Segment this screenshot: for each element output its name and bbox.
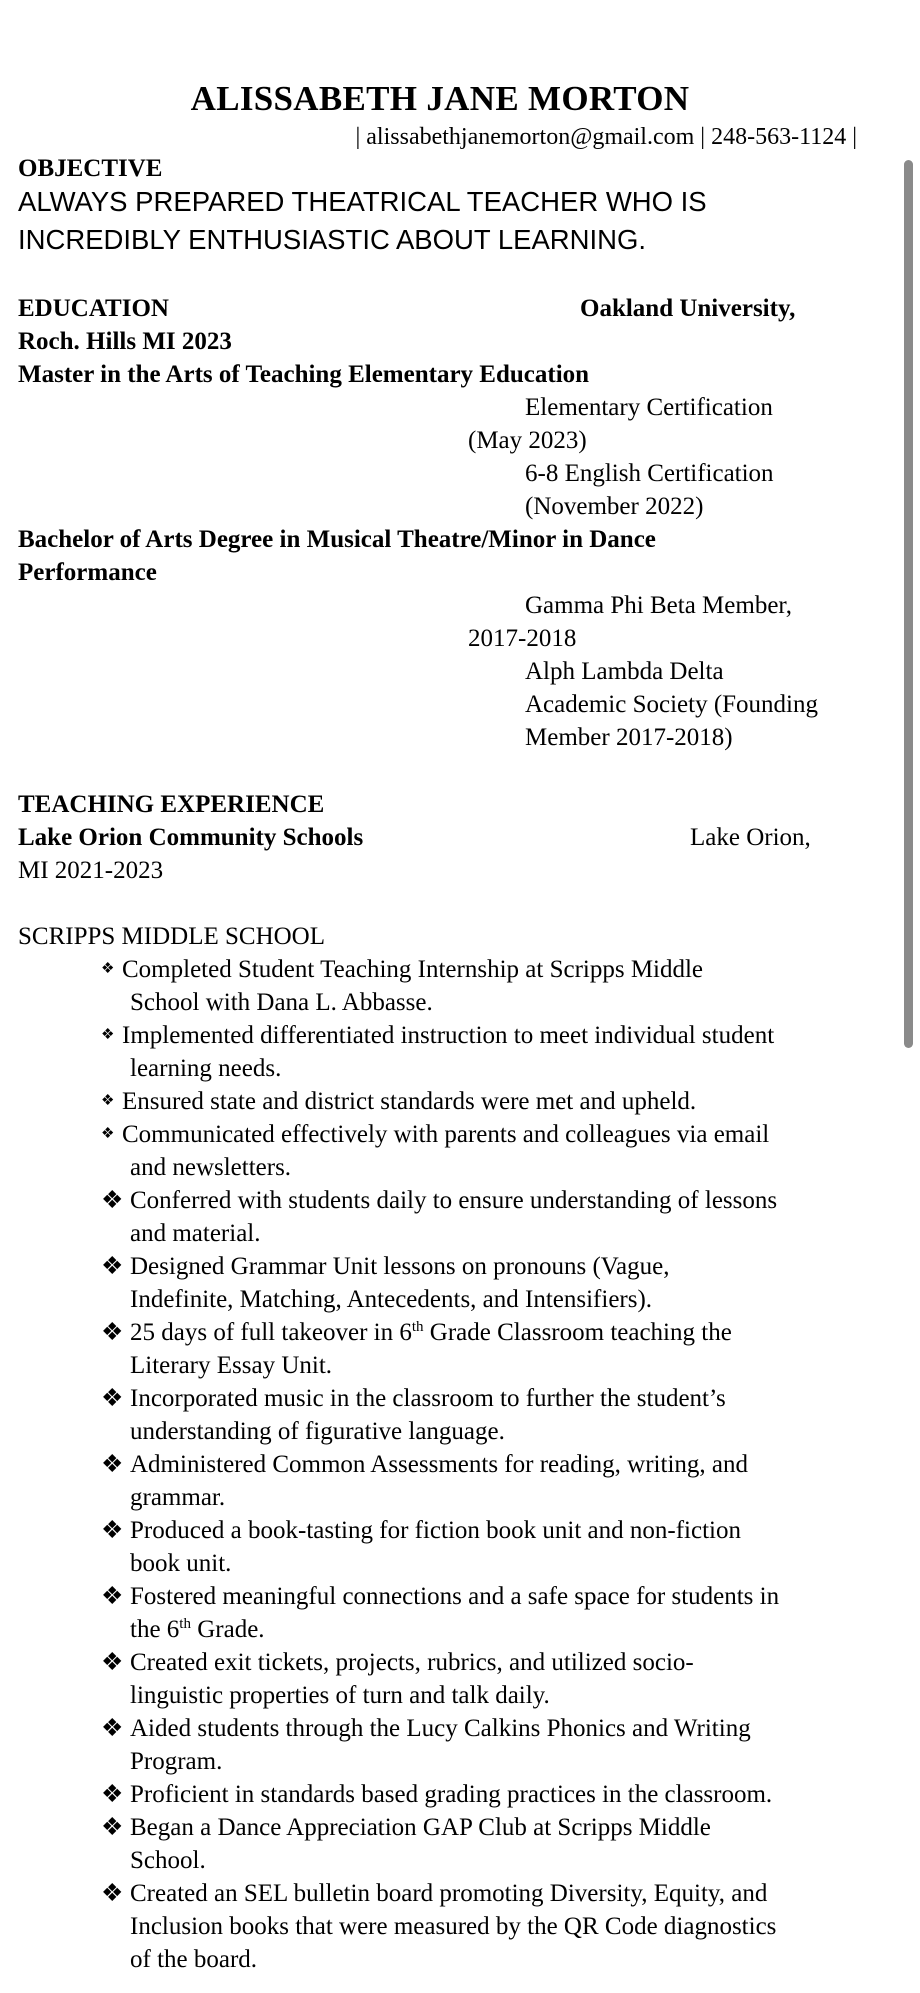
honor-line: Member 2017-2018) [525, 724, 733, 751]
list-item: ❖ Completed Student Teaching Internship at Scripps Middle School with Dana L. Abbasse. [0, 953, 900, 1019]
diamond-bullet-icon: ❖ [101, 1781, 124, 1808]
employment-dates: MI 2021-2023 [18, 857, 164, 884]
list-item: ❖ Fostered meaningful connections and a safe space for students in the 6th Grade. [0, 1580, 900, 1646]
diamond-bullet-icon: ❖ [101, 1126, 115, 1142]
diamond-bullet-icon: ❖ [101, 1093, 115, 1109]
diamond-bullet-icon: ❖ [101, 961, 115, 977]
honor-line: Academic Society (Founding [525, 691, 818, 718]
list-item: ❖ Conferred with students daily to ensure understanding of lessons and material. [0, 1184, 900, 1250]
diamond-bullet-icon: ❖ [101, 1253, 124, 1280]
experience-bullets [0, 953, 900, 1976]
diamond-bullet-icon: ❖ [101, 1385, 124, 1412]
diamond-bullet-icon: ❖ [101, 1649, 124, 1676]
list-item: ❖ Incorporated music in the classroom to further the student’s understanding of figurative language. [0, 1382, 900, 1448]
diamond-bullet-icon: ❖ [101, 1517, 124, 1544]
diamond-bullet-icon: ❖ [101, 1814, 124, 1841]
honor-line: Alph Lambda Delta [525, 658, 724, 685]
list-item: ❖ Created an SEL bulletin board promoting Diversity, Equity, and Inclusion books that were measured by the QR Code diagnostics of the board. [0, 1877, 900, 1976]
list-item: ❖ Produced a book-tasting for fiction book unit and non-fiction book unit. [0, 1514, 900, 1580]
bachelors-degree: Performance [18, 559, 157, 586]
employer-city: Lake Orion, [690, 824, 811, 851]
vertical-scrollbar[interactable] [904, 160, 913, 1048]
experience-heading: TEACHING EXPERIENCE [18, 791, 325, 818]
diamond-bullet-icon: ❖ [101, 1880, 124, 1907]
objective-text [18, 183, 818, 259]
university-location: Roch. Hills MI 2023 [18, 328, 232, 355]
university-name: Oakland University, [580, 295, 796, 322]
list-item: ❖ Aided students through the Lucy Calkins Phonics and Writing Program. [0, 1712, 900, 1778]
honor-line: 2017-2018 [468, 625, 577, 652]
employer-name: Lake Orion Community Schools [18, 824, 364, 851]
list-item: ❖ Administered Common Assessments for reading, writing, and grammar. [0, 1448, 900, 1514]
diamond-bullet-icon: ❖ [101, 1027, 115, 1043]
bachelors-degree: Bachelor of Arts Degree in Musical Theatre/Minor in Dance [18, 526, 656, 553]
list-item: ❖ Proficient in standards based grading practices in the classroom. [0, 1778, 900, 1811]
certification-line: (May 2023) [468, 427, 587, 454]
diamond-bullet-icon: ❖ [101, 1187, 124, 1214]
list-item: ❖ Designed Grammar Unit lessons on pronouns (Vague, Indefinite, Matching, Antecedents, and Intensifiers). [0, 1250, 900, 1316]
certification-line: 6-8 English Certification [525, 460, 774, 487]
list-item: ❖ Ensured state and district standards were met and upheld. [0, 1085, 900, 1118]
list-item: ❖ Created exit tickets, projects, rubrics, and utilized socio- linguistic properties of turn and talk daily. [0, 1646, 900, 1712]
diamond-bullet-icon: ❖ [101, 1319, 124, 1346]
list-item: ❖ Implemented differentiated instruction to meet individual student learning needs. [0, 1019, 900, 1085]
objective-line: ALWAYS PREPARED THEATRICAL TEACHER WHO IS [18, 186, 707, 217]
diamond-bullet-icon: ❖ [101, 1451, 124, 1478]
objective-line: INCREDIBLY ENTHUSIASTIC ABOUT LEARNING. [18, 224, 647, 255]
diamond-bullet-icon: ❖ [101, 1715, 124, 1742]
list-item: ❖ 25 days of full takeover in 6th Grade Classroom teaching the Literary Essay Unit. [0, 1316, 900, 1382]
masters-degree: Master in the Arts of Teaching Elementary Education [18, 361, 590, 388]
diamond-bullet-icon: ❖ [101, 1583, 124, 1610]
school-name: SCRIPPS MIDDLE SCHOOL [18, 923, 326, 950]
certification-line: Elementary Certification [525, 394, 773, 421]
education-heading: EDUCATION [18, 295, 169, 322]
contact-info: | alissabethjanemorton@gmail.com | 248-563-1124 | [355, 124, 857, 150]
honor-line: Gamma Phi Beta Member, [525, 592, 792, 619]
certification-line: (November 2022) [525, 493, 704, 520]
applicant-name: ALISSABETH JANE MORTON [190, 79, 690, 118]
list-item: ❖ Began a Dance Appreciation GAP Club at Scripps Middle School. [0, 1811, 900, 1877]
list-item: ❖ Communicated effectively with parents and colleagues via email and newsletters. [0, 1118, 900, 1184]
objective-heading: OBJECTIVE [18, 155, 163, 182]
